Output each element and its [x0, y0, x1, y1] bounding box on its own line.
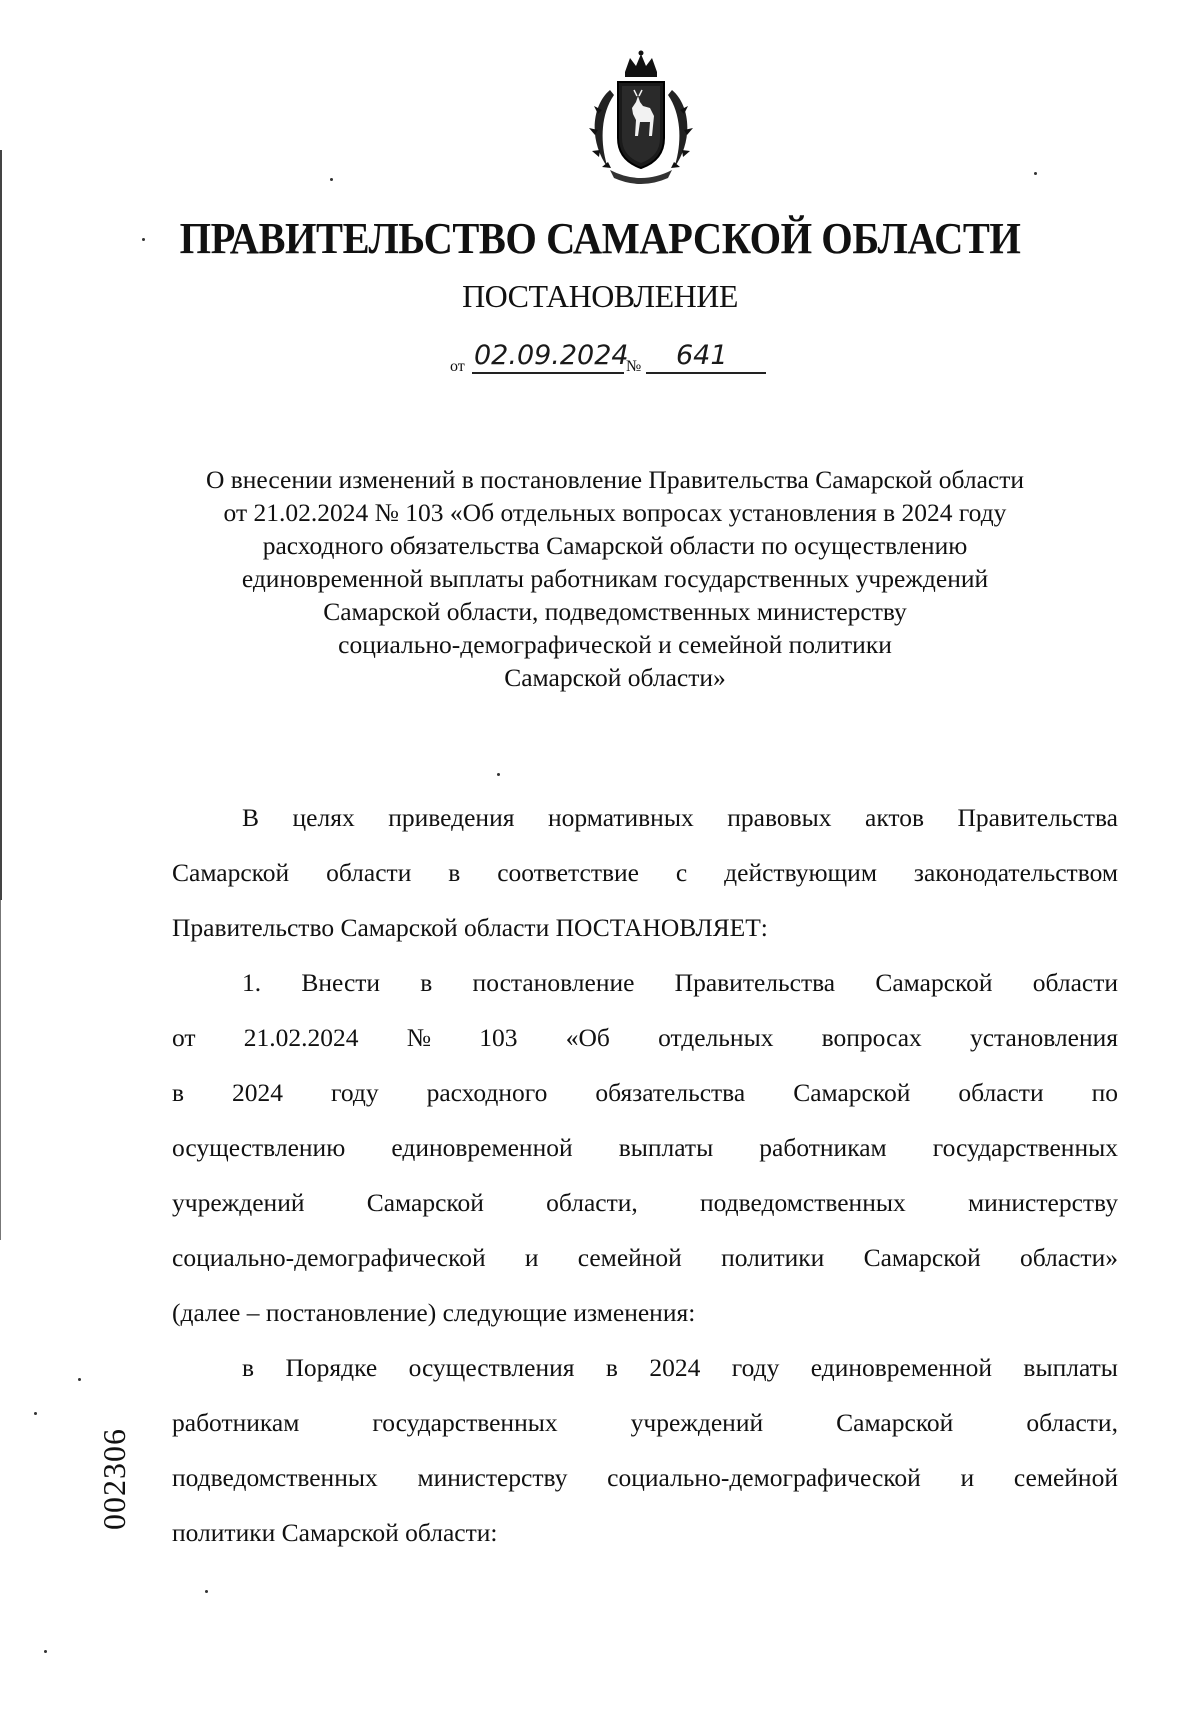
- text-line-last: (далее – постановление) следующие изменения:: [172, 1298, 696, 1327]
- word: семейной: [577, 1243, 682, 1272]
- word: работникам: [759, 1133, 887, 1162]
- word: министерству: [417, 1463, 568, 1492]
- word: социально-демографической: [607, 1463, 921, 1492]
- subject-line: от 21.02.2024 № 103 «Об отдельных вопросах установления в 2024 году: [223, 498, 1007, 527]
- text-line: [172, 1010, 1118, 1065]
- word: в: [172, 1078, 185, 1107]
- text-line-last: Правительство Самарской области ПОСТАНОВЛЯЕТ:: [172, 913, 768, 942]
- word: по: [1091, 1078, 1118, 1107]
- word: актов: [865, 803, 924, 832]
- text-line: [172, 1230, 1118, 1285]
- organization-title: ПРАВИТЕЛЬСТВО САМАРСКОЙ ОБЛАСТИ: [179, 214, 1021, 263]
- word: области,: [1026, 1408, 1118, 1437]
- word: Самарской: [172, 858, 290, 887]
- word: Порядке: [285, 1353, 378, 1382]
- number-underline: [646, 372, 766, 374]
- subject-line: Самарской области, подведомственных министерству: [323, 597, 907, 626]
- word: осуществления: [408, 1353, 575, 1382]
- word: в: [448, 858, 461, 887]
- word: подведомственных: [172, 1463, 378, 1492]
- word: с: [675, 858, 688, 887]
- scan-speck: [1034, 172, 1037, 175]
- word: выплаты: [618, 1133, 714, 1162]
- subject-line: единовременной выплаты работникам государственных учреждений: [241, 564, 989, 593]
- word: «Об: [565, 1023, 610, 1052]
- word: в: [420, 968, 433, 997]
- scan-speck: [34, 1412, 37, 1415]
- word: Правительства: [674, 968, 836, 997]
- document-type: ПОСТАНОВЛЕНИЕ: [462, 278, 738, 314]
- scan-speck: [142, 238, 145, 241]
- word: постановление: [472, 968, 635, 997]
- word: единовременной: [810, 1353, 993, 1382]
- text-line: [172, 790, 1118, 845]
- word: Самарской: [863, 1243, 981, 1272]
- document-subject: [150, 463, 1080, 694]
- subject-line: О внесении изменений в постановление Правительства Самарской области: [205, 465, 1025, 494]
- word: 103: [479, 1023, 518, 1052]
- scan-speck: [205, 1590, 208, 1593]
- text-line: [172, 1450, 1118, 1505]
- word: Самарской: [836, 1408, 954, 1437]
- word: области,: [546, 1188, 638, 1217]
- word: от: [172, 1023, 196, 1052]
- paragraph-item-1: [172, 955, 1118, 1340]
- word: в: [242, 1353, 255, 1382]
- word: и: [960, 1463, 975, 1492]
- paragraph-order-changes: [172, 1340, 1118, 1560]
- word: единовременной: [391, 1133, 573, 1162]
- word: работникам: [172, 1408, 300, 1437]
- word: Внести: [301, 968, 381, 997]
- word: году: [731, 1353, 780, 1382]
- word: подведомственных: [700, 1188, 906, 1217]
- word: 21.02.2024: [243, 1023, 359, 1052]
- paragraph-preamble: [172, 790, 1118, 955]
- word: действующим: [724, 858, 877, 887]
- subject-line: Самарской области»: [504, 663, 726, 692]
- word: области: [326, 858, 412, 887]
- scan-speck: [44, 1650, 47, 1653]
- word: году: [331, 1078, 379, 1107]
- word: правовых: [727, 803, 832, 832]
- word: государственных: [372, 1408, 558, 1437]
- word: нормативных: [547, 803, 694, 832]
- word: отдельных: [658, 1023, 774, 1052]
- date-prefix: от: [450, 358, 465, 375]
- scan-speck: [497, 773, 500, 776]
- subject-line: социально-демографической и семейной политики: [338, 630, 892, 659]
- text-line: [172, 845, 1118, 900]
- word: установления: [969, 1023, 1118, 1052]
- word: в: [605, 1353, 618, 1382]
- word: социально-демографической: [172, 1243, 486, 1272]
- scan-speck: [78, 1378, 81, 1381]
- date-number-line: [450, 340, 850, 380]
- word: министерству: [967, 1188, 1118, 1217]
- word: Самарской: [366, 1188, 484, 1217]
- word: вопросах: [821, 1023, 922, 1052]
- text-line: [172, 1120, 1118, 1175]
- text-line: [172, 1065, 1118, 1120]
- word: 1.: [242, 968, 262, 997]
- word: учреждений: [172, 1188, 305, 1217]
- text-line: [172, 1175, 1118, 1230]
- text-line-last: политики Самарской области:: [172, 1518, 498, 1547]
- word: 2024: [232, 1078, 284, 1107]
- word: целях: [292, 803, 355, 832]
- scan-speck: [330, 178, 333, 181]
- word: семейной: [1013, 1463, 1118, 1492]
- subject-line: расходного обязательства Самарской области по осуществлению: [262, 531, 968, 560]
- date-underline: [472, 372, 624, 374]
- handwritten-number: 641: [676, 340, 728, 371]
- word: выплаты: [1023, 1353, 1118, 1382]
- text-line: [172, 955, 1118, 1010]
- word: обязательства: [595, 1078, 746, 1107]
- scan-edge-line: [0, 150, 2, 900]
- word: политики: [721, 1243, 825, 1272]
- word: учреждений: [630, 1408, 764, 1437]
- scan-edge-line: [0, 900, 1, 1240]
- word: 2024: [649, 1353, 701, 1382]
- word: области: [1032, 968, 1118, 997]
- text-line: [172, 1340, 1118, 1395]
- coat-of-arms-emblem: [580, 50, 702, 186]
- word: области»: [1019, 1243, 1118, 1272]
- word: государственных: [932, 1133, 1118, 1162]
- registration-stamp-number: 002306: [96, 1428, 132, 1530]
- word: расходного: [426, 1078, 548, 1107]
- word: Правительства: [957, 803, 1118, 832]
- word: В: [242, 803, 260, 832]
- text-line: [172, 1395, 1118, 1450]
- number-prefix: №: [626, 358, 642, 375]
- word: №: [406, 1023, 432, 1052]
- word: области: [958, 1078, 1044, 1107]
- word: Самарской: [793, 1078, 911, 1107]
- word: Самарской: [875, 968, 993, 997]
- handwritten-date: 02.09.2024: [474, 340, 629, 371]
- word: осуществлению: [172, 1133, 346, 1162]
- word: приведения: [388, 803, 515, 832]
- word: соответствие: [497, 858, 639, 887]
- word: законодательством: [913, 858, 1118, 887]
- word: и: [524, 1243, 539, 1272]
